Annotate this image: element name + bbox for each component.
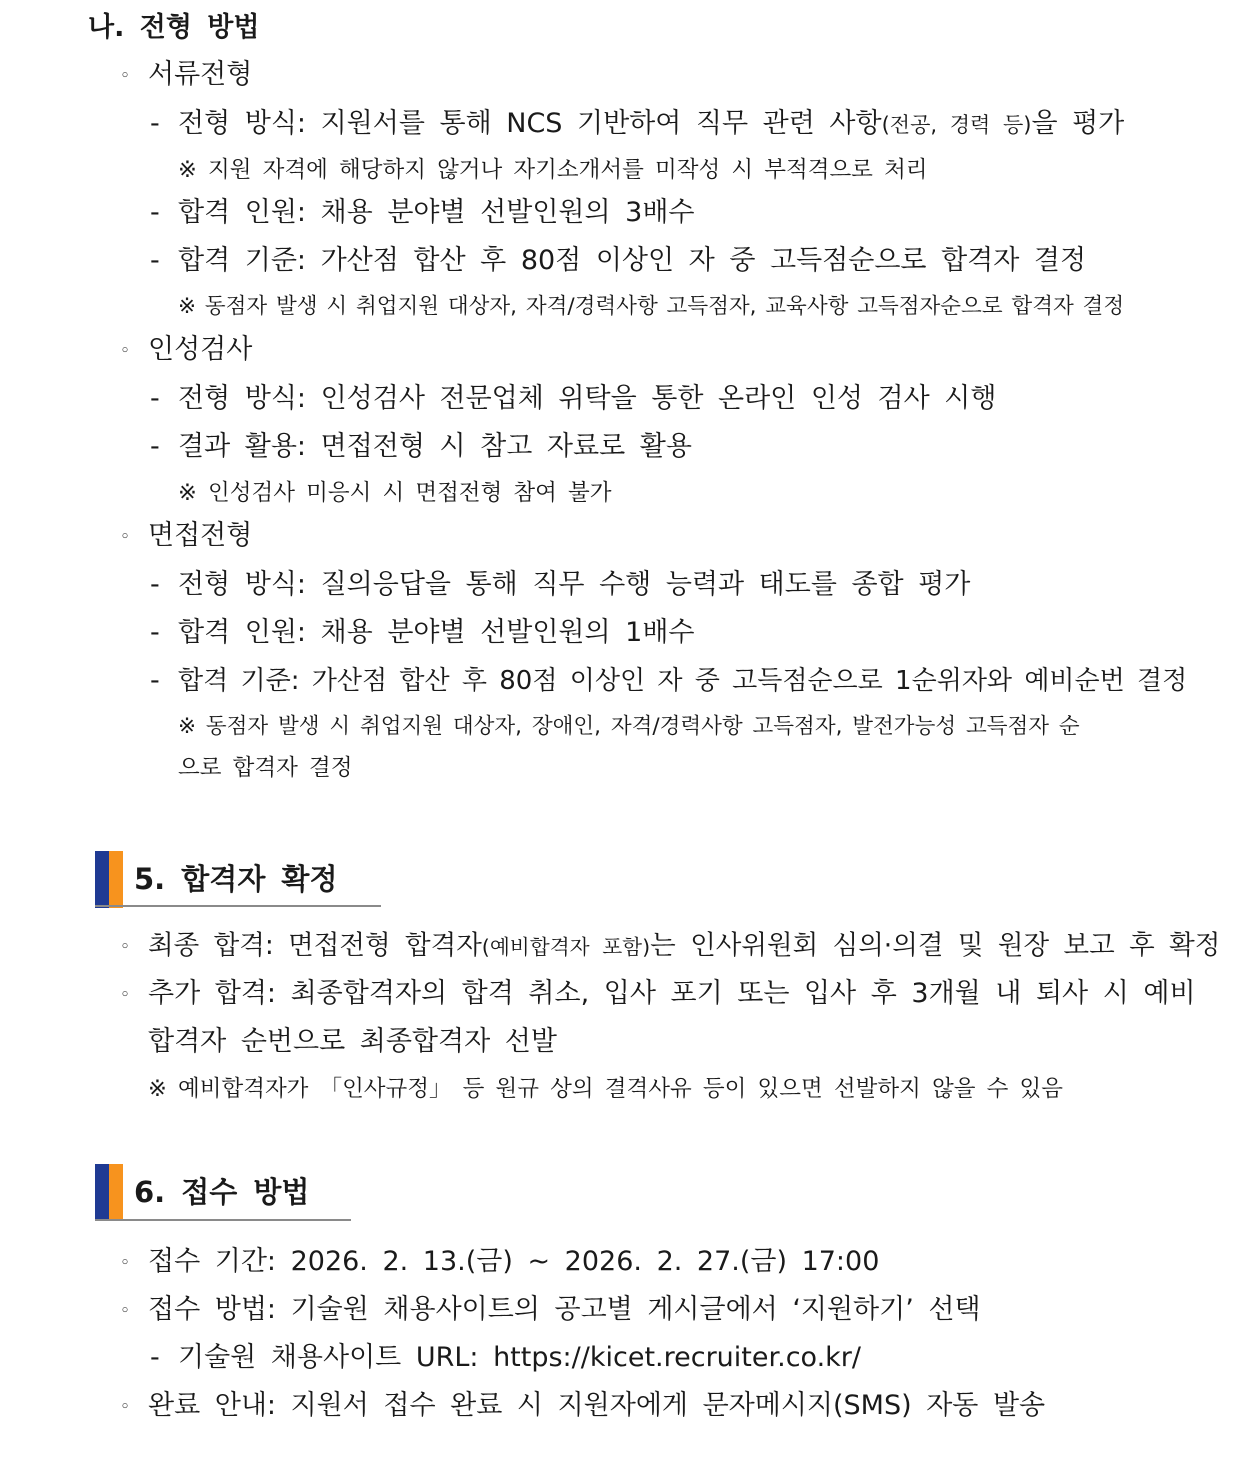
bullet-icon: ◦ (120, 66, 131, 86)
section-marker-icon (95, 1164, 123, 1221)
section-marker-icon (95, 851, 123, 908)
bullet-icon: ◦ (120, 985, 131, 1005)
interview-method: 전형 방식: 질의응답을 통해 직무 수행 능력과 태도를 종합 평가 (178, 569, 971, 600)
dash-icon: - (150, 1342, 160, 1373)
subsection-title: 나. 전형 방법 (88, 12, 260, 43)
interview-label: 면접전형 (148, 520, 253, 551)
personality-note: ※ 인성검사 미응시 시 면접전형 참여 불가 (178, 480, 612, 506)
personality-label: 인성검사 (148, 334, 253, 365)
documents-method: 전형 방식: 지원서를 통해 NCS 기반하여 직무 관련 사항(전공, 경력 등)을 평가 (178, 108, 1125, 139)
personality-method: 전형 방식: 인성검사 전문업체 위탁을 통한 온라인 인성 검사 시행 (178, 383, 997, 414)
dash-icon: - (150, 383, 160, 414)
recruit-site-url[interactable]: 기술원 채용사이트 URL: https://kicet.recruiter.co.kr/ (178, 1342, 861, 1373)
application-period: 접수 기간: 2026. 2. 13.(금) ~ 2026. 2. 27.(금) 17:00 (148, 1246, 880, 1277)
bullet-icon: ◦ (120, 1301, 131, 1321)
additional-pass-line2: 합격자 순번으로 최종합격자 선발 (148, 1026, 557, 1057)
bullet-icon: ◦ (120, 1253, 131, 1273)
bullet-icon: ◦ (120, 937, 131, 957)
interview-quota: 합격 인원: 채용 분야별 선발인원의 1배수 (178, 617, 695, 648)
section5-note: ※ 예비합격자가 「인사규정」 등 원규 상의 결격사유 등이 있으면 선발하지 않을 수 있음 (148, 1076, 1063, 1102)
personality-usage: 결과 활용: 면접전형 시 참고 자료로 활용 (178, 431, 692, 462)
bullet-icon: ◦ (120, 527, 131, 547)
section5-title: 5. 합격자 확정 (134, 862, 338, 896)
dash-icon: - (150, 569, 160, 600)
interview-note-line2: 으로 합격자 결정 (178, 755, 353, 781)
bullet-icon: ◦ (120, 1397, 131, 1417)
interview-note-line1: ※ 동점자 발생 시 취업지원 대상자, 장애인, 자격/경력사항 고득점자, 발전가능성 고득점자 순 (178, 714, 1080, 739)
documents-method-note: ※ 지원 자격에 해당하지 않거나 자기소개서를 미작성 시 부적격으로 처리 (178, 157, 928, 183)
dash-icon: - (150, 665, 160, 696)
additional-pass-line1: 추가 합격: 최종합격자의 합격 취소, 입사 포기 또는 입사 후 3개월 내 퇴사 시 예비 (148, 978, 1196, 1009)
documents-label: 서류전형 (148, 59, 253, 90)
dash-icon: - (150, 245, 160, 276)
dash-icon: - (150, 108, 160, 139)
dash-icon: - (150, 197, 160, 228)
interview-criteria: 합격 기준: 가산점 합산 후 80점 이상인 자 중 고득점순으로 1순위자와 예비순번 결정 (178, 666, 1188, 696)
documents-quota: 합격 인원: 채용 분야별 선발인원의 3배수 (178, 197, 695, 228)
section5-divider (95, 905, 381, 907)
section6-title: 6. 접수 방법 (134, 1175, 310, 1209)
documents-criteria: 합격 기준: 가산점 합산 후 80점 이상인 자 중 고득점순으로 합격자 결정 (178, 245, 1087, 276)
section6-divider (95, 1219, 351, 1221)
completion-notice: 완료 안내: 지원서 접수 완료 시 지원자에게 문자메시지(SMS) 자동 발송 (148, 1390, 1046, 1421)
documents-criteria-note: ※ 동점자 발생 시 취업지원 대상자, 자격/경력사항 고득점자, 교육사항 고득점자순으로 합격자 결정 (178, 294, 1125, 319)
application-method: 접수 방법: 기술원 채용사이트의 공고별 게시글에서 ‘지원하기’ 선택 (148, 1294, 981, 1325)
dash-icon: - (150, 617, 160, 648)
final-pass: 최종 합격: 면접전형 합격자(예비합격자 포함)는 인사위원회 심의·의결 및 원장 보고 후 확정 (148, 930, 1221, 961)
bullet-icon: ◦ (120, 341, 131, 361)
dash-icon: - (150, 431, 160, 462)
